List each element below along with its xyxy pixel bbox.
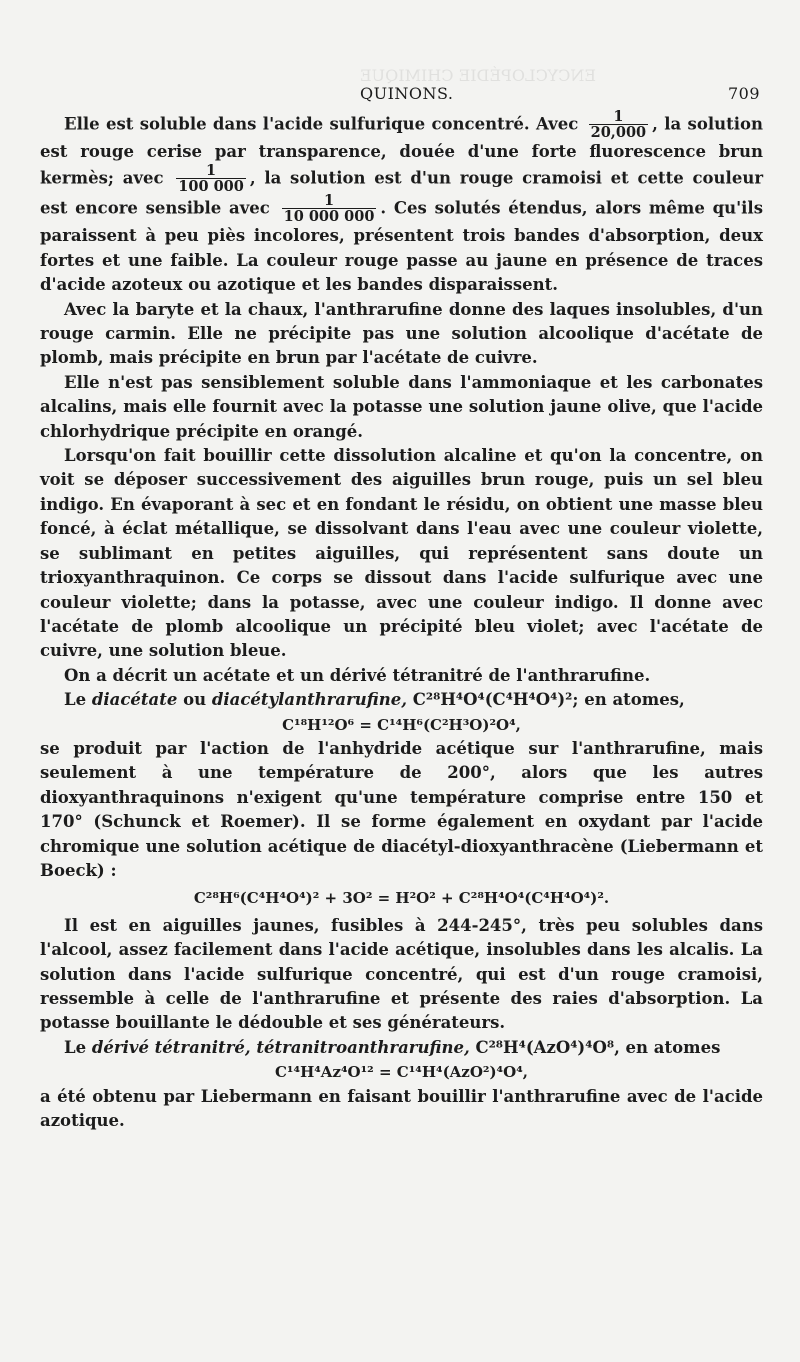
chemical-equation: C²⁸H⁶(C⁴H⁴O⁴)² + 3O² = H²O² + C²⁸H⁴O⁴(C⁴H⁴O⁴)². bbox=[193, 889, 610, 908]
paragraph: Il est en aiguilles jaunes, fusibles à 244-245°, très peu solubles dans l'alcool, assez facilement dans l'acide acétique, insolubles dans les alcalis. La solution dans l'acide sulfurique concentré, qui est d'un rouge cramoisi, ressemble à celle de l'anthrarufine et présente des raies d'absorption. La potasse bouillante le dédouble et ses générateurs. bbox=[40, 915, 763, 1033]
paragraph: Le dérivé tétranitré, tétranitroanthrarufine, C²⁸H⁴(AzO⁴)⁴O⁸, en atomes bbox=[64, 1037, 721, 1057]
paragraph: a été obtenu par Liebermann en faisant bouillir l'anthrarufine avec de l'acide azotique. bbox=[40, 1086, 763, 1131]
paragraph: On a décrit un acétate et un dérivé tétranitré de l'anthrarufine. bbox=[64, 665, 651, 685]
paragraph: Elle n'est pas sensiblement soluble dans l'ammoniaque et les carbonates alcalins, mais elle fournit avec la potasse une solution jaune olive, que l'acide chlorhydrique précipite en orangé. bbox=[40, 372, 763, 441]
running-header bbox=[40, 84, 770, 106]
header-title: QUINONS. bbox=[360, 84, 454, 103]
fraction: $\frac{1}{20,000}$ bbox=[590, 108, 647, 141]
paragraph: Lorsqu'on fait bouillir cette dissolution alcaline et qu'on la concentre, on voit se déposer successivement des aiguilles brun rouge, puis un sel bleu indigo. En évaporant à sec et en fondant le résidu, on obtient une masse bleu foncé, à éclat métallique, se dissolvant dans l'eau avec une couleur violette, se sublimant en petites aiguilles, qui représentent sans doute un trioxyanthraquinon. Ce corps se dissout dans l'acide sulfurique avec une couleur violette; dans la potasse, avec une couleur indigo. Il donne avec l'acétate de plomb alcoolique un précipité bleu violet; avec l'acétate de cuivre, une solution bleue. bbox=[40, 446, 763, 661]
paragraph: Avec la baryte et la chaux, l'anthrarufine donne des laques insolubles, d'un rouge carmin. Elle ne précipite pas une solution alcoolique d'acétate de plomb, mais précipite en brun par l'acétate de cuivre. bbox=[40, 299, 763, 368]
body-text bbox=[40, 110, 763, 1133]
chemical-formula: C¹⁸H¹²O⁶ = C¹⁴H⁶(C²H³O)²O⁴, bbox=[282, 715, 521, 734]
bleed-through-text: ENCYCLOPÉDIE CHIMIQUE bbox=[360, 66, 597, 85]
fraction: $\frac{1}{100 000}$ bbox=[178, 162, 244, 196]
page-number: 709 bbox=[727, 84, 760, 103]
paragraph: Le diacétate ou diacétylanthrarufine, C²⁸H⁴O⁴(C⁴H⁴O⁴)²; en atomes, bbox=[64, 690, 685, 710]
chemical-formula: C¹⁴H⁴Az⁴O¹² = C¹⁴H⁴(AzO²)⁴O⁴, bbox=[274, 1063, 528, 1082]
paragraph: Elle est soluble dans l'acide sulfurique concentré. Avec $\frac{1}{20,000}$ , la solution est rouge cerise par transparence, douée d'une forte fluorescence brun kermès; avec $\frac{1}{100 000}$ , la solution est d'un rouge cramoisi et cette couleur est encore sensible avec $\frac{1}{10 000 000}$ . Ces solutés étendus, alors même qu'ils paraissent à peu piès incolores, présentent trois bandes d'absorption, deux fortes et une faible. La couleur rouge passe au jaune en présence de traces d'acide azoteux ou azotique et les bandes disparaissent. bbox=[40, 108, 764, 295]
fraction: $\frac{1}{10 000 000}$ bbox=[283, 192, 375, 226]
paragraph: se produit par l'action de l'anhydride acétique sur l'anthrarufine, mais seulement à une température de 200°, alors que les autres dioxyanthraquinons n'exigent qu'une température comprise entre 150 et 170° (Schunck et Roemer). Il se forme également en oxydant par l'acide chromique une solution acétique de diacétyl-dioxyanthracène (Liebermann et Boeck) : bbox=[40, 738, 763, 880]
